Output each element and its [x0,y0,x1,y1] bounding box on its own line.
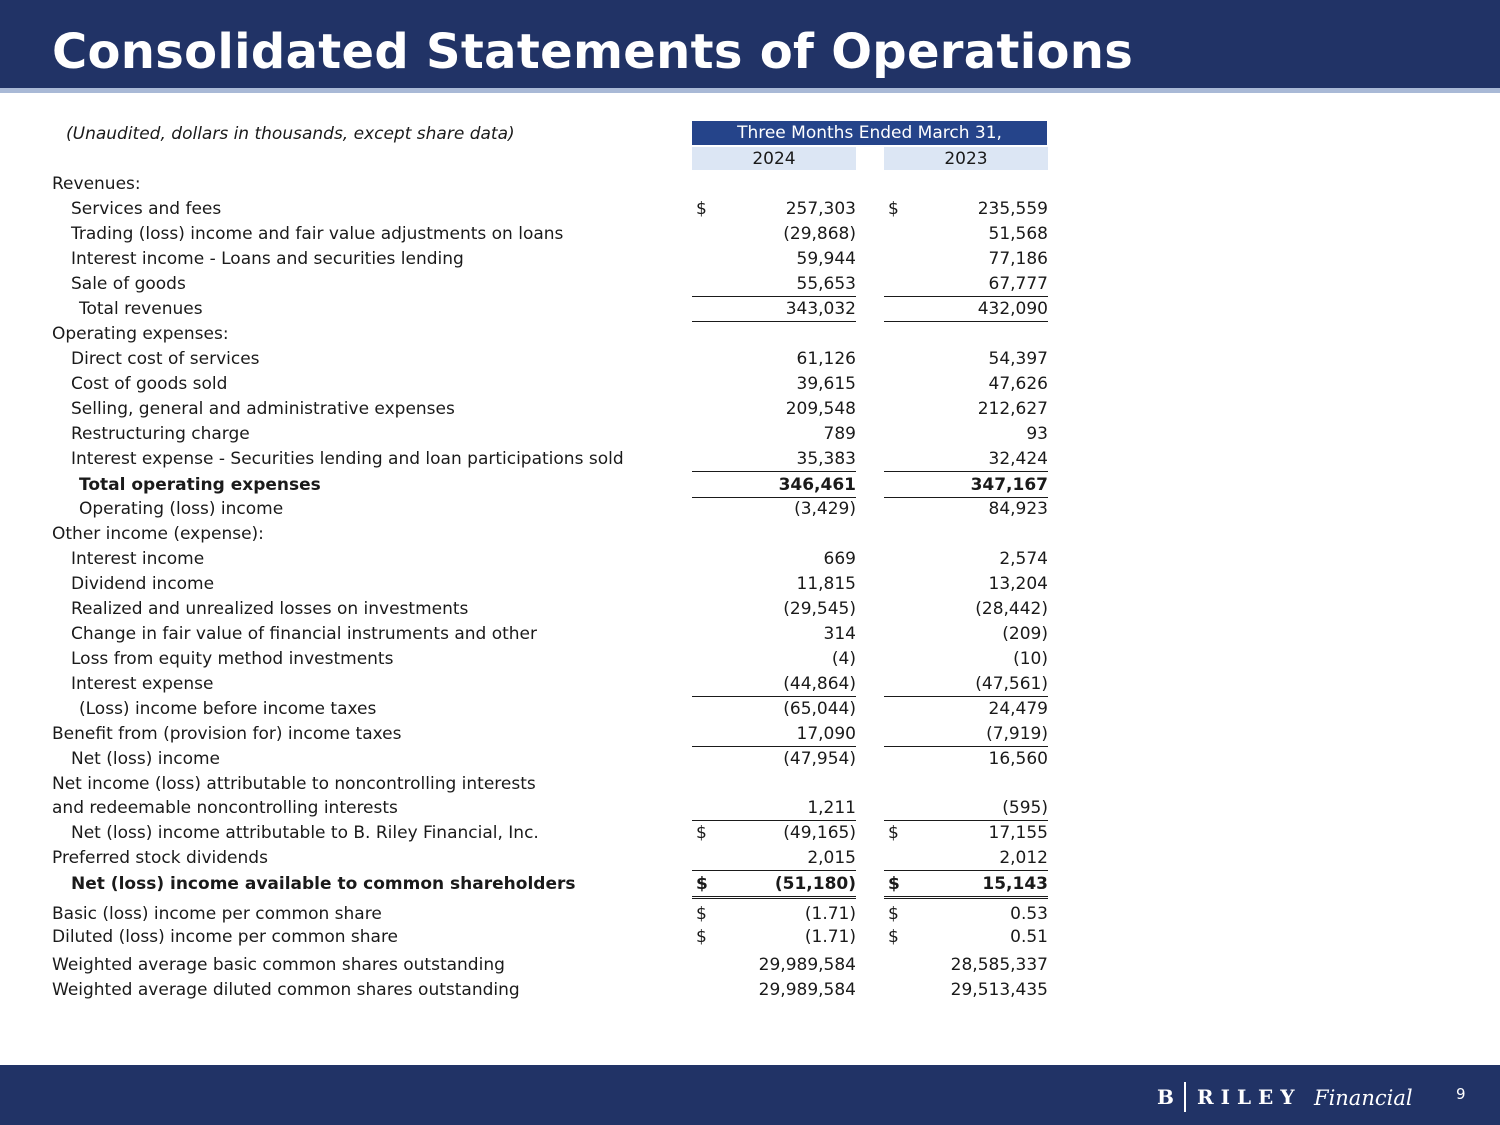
value-2024: $ (1.71) [692,902,856,927]
row-label: Net income (loss) attributable to noncontrolling interests [52,774,536,794]
value-2024: (44,864) [692,672,856,697]
value-2023: 67,777 [884,272,1048,297]
value-2024: $ (49,165) [692,821,856,846]
currency-symbol: $ [888,904,899,924]
value-2023: $ 235,559 [884,197,1048,222]
row-label: Weighted average basic common shares outstanding [52,955,505,975]
year-header-2024: 2024 [692,147,856,170]
table-row [0,672,1500,697]
value-2024: 35,383 [692,447,856,472]
logo-suffix: Financial [1314,1086,1413,1110]
table-row [0,172,1500,197]
currency-symbol: $ [888,823,899,843]
value-2023: 47,626 [988,374,1048,394]
table-row [0,372,1500,397]
row-label: Loss from equity method investments [71,649,394,669]
page-title: Consolidated Statements of Operations [52,24,1134,80]
value-2023: (47,561) [884,672,1048,697]
row-label: Sale of goods [71,274,186,294]
table-row [0,622,1500,647]
row-label: Direct cost of services [71,349,260,369]
value-2024: 1,211 [692,796,856,821]
value-2023: $ 0.51 [884,925,1048,950]
value-2024: 2,015 [692,846,856,871]
period-header: Three Months Ended March 31, [692,121,1047,145]
value-2024: 17,090 [692,722,856,747]
value-2024: 346,461 [692,473,856,498]
value-2024: $ (1.71) [692,925,856,950]
value-2024: 789 [823,424,856,444]
table-row [0,902,1500,927]
currency-symbol: $ [888,199,899,219]
row-label: Interest income [71,549,205,569]
table-row [0,322,1500,347]
value-2024: (4) [831,649,856,669]
table-row [0,497,1500,522]
value-2024: (3,429) [794,499,856,519]
value-2023: 84,923 [988,499,1048,519]
value-2024: (29,868) [783,224,856,244]
value-2024: 55,653 [692,272,856,297]
value-2024: 343,032 [692,297,856,322]
table-row [0,647,1500,672]
value-2023: 93 [1026,424,1048,444]
table-row [0,347,1500,372]
table-row [0,697,1500,722]
value-2023: 77,186 [988,249,1048,269]
table-row [0,547,1500,572]
currency-symbol: $ [696,927,707,947]
value-2023: (28,442) [975,599,1048,619]
table-row [0,872,1500,899]
row-label: Net (loss) income attributable to B. Riley Financial, Inc. [71,823,539,843]
value-2024: 39,615 [796,374,856,394]
row-label: Net (loss) income available to common shareholders [71,874,576,894]
table-row [0,222,1500,247]
value-2023: (209) [1002,624,1048,644]
value-2024: 61,126 [796,349,856,369]
value-2023: 32,424 [884,447,1048,472]
logo-name: RILEY [1197,1085,1302,1109]
currency-symbol: $ [888,927,899,947]
row-label: Cost of goods sold [71,374,228,394]
page-number: 9 [1456,1085,1466,1103]
row-label: Total revenues [79,299,203,319]
value-2023: 2,012 [884,846,1048,871]
row-label: Selling, general and administrative expenses [71,399,455,419]
value-2023: (7,919) [884,722,1048,747]
value-2023: $ 0.53 [884,902,1048,927]
table-row [0,747,1500,772]
table-row [0,597,1500,622]
row-label: Other income (expense): [52,524,264,544]
row-label: Benefit from (provision for) income taxes [52,724,402,744]
value-2024: 314 [823,624,856,644]
currency-symbol: $ [888,874,900,894]
value-2023: 432,090 [884,297,1048,322]
value-2024: 29,989,584 [758,955,856,975]
table-row [0,821,1500,846]
currency-symbol: $ [696,874,708,894]
row-label: Net (loss) income [71,749,221,769]
value-2024: $ 257,303 [692,197,856,222]
row-label: Services and fees [71,199,222,219]
table-row [0,978,1500,1003]
table-row [0,447,1500,472]
table-row [0,772,1500,797]
value-2023: (595) [884,796,1048,821]
value-2024: 59,944 [796,249,856,269]
value-2023: 29,513,435 [950,980,1048,1000]
table-subtitle: (Unaudited, dollars in thousands, except share data) [66,124,515,144]
value-2023: 13,204 [988,574,1048,594]
row-label: Dividend income [71,574,215,594]
row-label: Operating (loss) income [79,499,284,519]
value-2023: $ 15,143 [884,872,1048,899]
value-2024: 29,989,584 [758,980,856,1000]
row-label: and redeemable noncontrolling interests [52,798,398,818]
row-label: Basic (loss) income per common share [52,904,382,924]
table-row [0,272,1500,297]
table-row [0,953,1500,978]
table-row [0,846,1500,871]
value-2023: (10) [1013,649,1048,669]
row-label: Operating expenses: [52,324,229,344]
table-row [0,473,1500,498]
row-label: Interest expense [71,674,214,694]
table-row [0,397,1500,422]
value-2023: 28,585,337 [950,955,1048,975]
value-2024: 669 [823,549,856,569]
value-2024: 11,815 [796,574,856,594]
row-label: Change in fair value of financial instruments and other [71,624,538,644]
logo-divider [1184,1082,1186,1112]
value-2023: 54,397 [988,349,1048,369]
row-label: (Loss) income before income taxes [79,699,377,719]
table-row [0,197,1500,222]
value-2024: (65,044) [783,699,856,719]
row-label: Interest income - Loans and securities lending [71,249,464,269]
row-label: Total operating expenses [79,475,321,495]
value-2023: 24,479 [988,699,1048,719]
value-2024: 209,548 [785,399,856,419]
table-row [0,925,1500,950]
table-row [0,422,1500,447]
row-label: Diluted (loss) income per common share [52,927,399,947]
value-2023: 2,574 [999,549,1048,569]
logo-letter: B [1157,1085,1174,1109]
row-label: Interest expense - Securities lending and loan participations sold [71,449,624,469]
row-label: Weighted average diluted common shares outstanding [52,980,520,1000]
value-2024: (29,545) [783,599,856,619]
value-2023: $ 17,155 [884,821,1048,846]
value-2024: $ (51,180) [692,872,856,899]
value-2023: 16,560 [988,749,1048,769]
value-2024: (47,954) [783,749,856,769]
table-row [0,796,1500,821]
row-label: Revenues: [52,174,141,194]
header-divider [0,88,1500,93]
value-2023: 51,568 [988,224,1048,244]
table-row [0,247,1500,272]
row-label: Realized and unrealized losses on investments [71,599,469,619]
value-2023: 347,167 [884,473,1048,498]
row-label: Trading (loss) income and fair value adjustments on loans [71,224,564,244]
table-row [0,297,1500,322]
row-label: Preferred stock dividends [52,848,268,868]
currency-symbol: $ [696,199,707,219]
currency-symbol: $ [696,904,707,924]
row-label: Restructuring charge [71,424,250,444]
currency-symbol: $ [696,823,707,843]
table-row [0,572,1500,597]
value-2023: 212,627 [977,399,1048,419]
year-header-2023: 2023 [884,147,1048,170]
table-row [0,722,1500,747]
table-row [0,522,1500,547]
